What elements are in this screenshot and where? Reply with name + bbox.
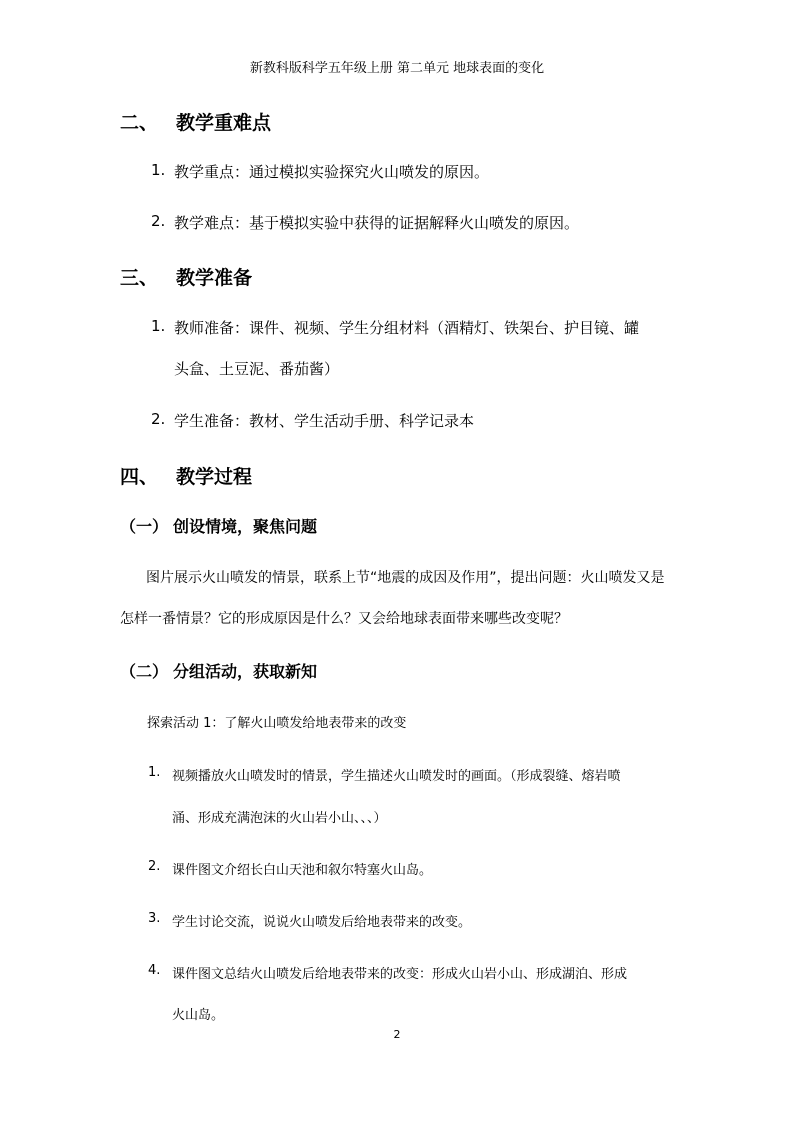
section-heading-4 [120, 462, 420, 488]
list-item [151, 317, 751, 339]
step-text: 课件图文介绍长白山天池和叙尔特塞火山岛。 [172, 863, 433, 878]
section-heading-2 [120, 108, 420, 134]
list-item-text: 教学难点：基于模拟实验中获得的证据解释火山喷发的原因。 [174, 214, 580, 232]
subsection-heading-1 [120, 514, 520, 536]
page-number: 2 [393, 1028, 401, 1041]
list-item [151, 410, 751, 432]
subsection-heading-2 [120, 659, 520, 681]
step-number: 2. [148, 859, 161, 874]
section-number: 二、 [120, 112, 159, 134]
list-item-number: 2. [151, 410, 166, 428]
section-heading-3 [120, 263, 420, 289]
step-item [148, 911, 768, 931]
list-item-text: 教师准备：课件、视频、学生分组材料（酒精灯、铁架台、护目镜、罐 [174, 319, 640, 337]
subsection-title: 创设情境，聚焦问题 [173, 517, 318, 536]
list-item-text: 学生准备：教材、学生活动手册、科学记录本 [174, 412, 475, 430]
list-item-text: 教学重点：通过模拟实验探究火山喷发的原因。 [174, 163, 490, 181]
subsection-number: （二） [120, 662, 169, 681]
subsection-number: （一） [120, 517, 169, 536]
step-text: 学生讨论交流，说说火山喷发后给地表带来的改变。 [172, 915, 472, 930]
step-number: 3. [148, 911, 161, 926]
section-title: 教学准备 [176, 267, 253, 289]
list-item-number: 1. [151, 161, 166, 179]
section-number: 四、 [120, 466, 159, 488]
section-title: 教学过程 [176, 466, 253, 488]
step-item [148, 859, 768, 879]
step-item [148, 963, 768, 983]
list-item-number: 1. [151, 317, 166, 335]
step-continuation: 火山岛。 [172, 1008, 225, 1023]
step-continuation: 涌、形成充满泡沫的火山岩小山、、、） [172, 811, 387, 826]
activity-title: 探索活动 1：了解火山喷发给地表带来的改变 [147, 716, 407, 731]
list-item [151, 161, 751, 183]
subsection-title: 分组活动，获取新知 [173, 662, 318, 681]
step-number: 1. [148, 765, 161, 780]
paragraph-line: 图片展示火山喷发的情景，联系上节“地震的成因及作用”，提出问题：火山喷发又是 [146, 570, 665, 586]
list-item-continuation: 头盒、土豆泥、番茄酱） [174, 360, 340, 378]
section-number: 三、 [120, 267, 159, 289]
list-item-number: 2. [151, 212, 166, 230]
step-item [148, 765, 768, 785]
section-title: 教学重难点 [176, 112, 272, 134]
step-text: 视频播放火山喷发时的情景，学生描述火山喷发时的画面。（形成裂缝、熔岩喷 [172, 769, 621, 784]
page-header: 新教科版科学五年级上册 第二单元 地球表面的变化 [249, 61, 545, 76]
step-number: 4. [148, 963, 161, 978]
step-text: 课件图文总结火山喷发后给地表带来的改变：形成火山岩小山、形成湖泊、形成 [172, 967, 628, 982]
paragraph-line: 怎样一番情景？它的形成原因是什么？又会给地球表面带来哪些改变呢？ [120, 611, 568, 627]
list-item [151, 212, 751, 234]
